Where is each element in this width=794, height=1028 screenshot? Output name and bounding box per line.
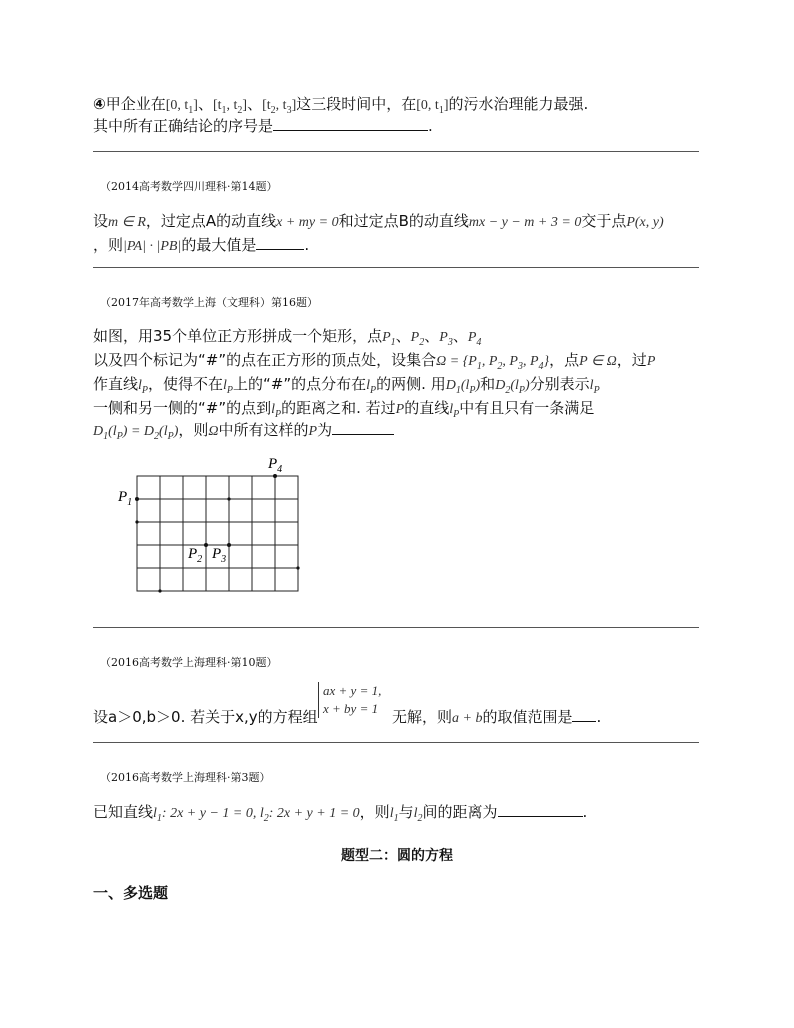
label-p4: $P_4$ xyxy=(268,456,283,475)
q3-line5: $D_1(l_P) = D_2(l_P)$，则Ω中所有这样的P为 xyxy=(93,420,394,447)
label-p3: $P_3$ xyxy=(212,546,227,565)
grid-lines xyxy=(137,476,298,591)
divider xyxy=(93,151,699,152)
q3-line1: 如图，用35个单位正方形拼成一个矩形，点$P_1$、$P_2$、$P_3$、$P_4$ xyxy=(93,327,482,348)
interval-3: [$t_2$, $t_3$] xyxy=(262,98,297,116)
label-p2: $P_2$ xyxy=(188,546,203,565)
answer-blank[interactable] xyxy=(273,116,428,131)
divider xyxy=(93,267,699,268)
q2-source: （2014高考数学四川理科·第14题） xyxy=(100,180,278,193)
interval-1: [0, $t_1$] xyxy=(165,98,198,116)
grid-border xyxy=(137,476,298,591)
interval-2: [$t_1$, $t_2$] xyxy=(212,98,248,116)
section-title: 题型二：圆的方程 xyxy=(341,848,453,864)
answer-blank[interactable] xyxy=(332,420,394,435)
q5-source: （2016高考数学上海理科·第3题） xyxy=(100,771,271,784)
q4-line1-rest: 无解，则a + b的取值范围是 . xyxy=(392,708,602,726)
interval-4: [0, $t_1$] xyxy=(416,98,449,116)
equation-system: ax + y = 1, x + by = 1 xyxy=(318,682,381,718)
subsection-title: 一、多选题 xyxy=(93,884,169,902)
q3-line4: 一侧和另一侧的“#”的点到$l_P$的距离之和. 若过P的直线$l_P$中有且只有一条满足 xyxy=(93,399,595,420)
q3-line3: 作直线$l_P$，使得不在$l_P$上的“#”的点分布在$l_P$的两侧. 用$D_1(l_P)$和$D_2(l_P)$分别表示$l_P$ xyxy=(93,375,600,396)
answer-blank[interactable] xyxy=(498,802,583,817)
q1-line2: 其中所有正确结论的序号是 . xyxy=(93,117,433,135)
hash-point xyxy=(227,497,230,500)
grid-figure xyxy=(110,450,310,595)
label-p1: $P_1$ xyxy=(118,489,133,508)
q2-line2: ，则|PA| · |PB|的最大值是 . xyxy=(93,236,310,254)
point-p1 xyxy=(135,497,139,501)
q5-line1: 已知直线$l_1$: 2x + y − 1 = 0, $l_2$: 2x + y + 1 = 0，则$l_1$与$l_2$间的距离为 . xyxy=(93,803,588,824)
hash-point xyxy=(135,520,138,523)
divider xyxy=(93,627,699,628)
q1-line1: ④甲企业在[0, $t_1$]、[$t_1$, $t_2$]、[$t_2$, $t_3$]这三段时间中，在[0, $t_1$]的污水治理能力最强. xyxy=(93,95,589,116)
answer-blank[interactable] xyxy=(572,707,596,722)
circled-number: ④ xyxy=(93,95,106,113)
hash-point xyxy=(158,589,161,592)
point-p2 xyxy=(204,543,208,547)
q4-line1: 设a＞0,b＞0. 若关于x,y的方程组 xyxy=(93,708,318,726)
answer-blank[interactable] xyxy=(256,235,304,250)
hash-point xyxy=(296,566,299,569)
q2-line1: 设m ∈ R，过定点A的动直线x + my = 0和过定点B的动直线mx − y − m + 3 = 0交于点P(x, y) xyxy=(93,212,664,230)
divider xyxy=(93,742,699,743)
point-p3 xyxy=(227,543,231,547)
q4-source: （2016高考数学上海理科·第10题） xyxy=(100,656,278,669)
q3-line2: 以及四个标记为“#”的点在正方形的顶点处，设集合$\Omega = \{P_1$, $P_2$, $P_3$, $P_4$}，点P ∈ Ω，过P xyxy=(93,351,656,372)
q3-source: （2017年高考数学上海（文理科）第16题） xyxy=(100,296,318,309)
